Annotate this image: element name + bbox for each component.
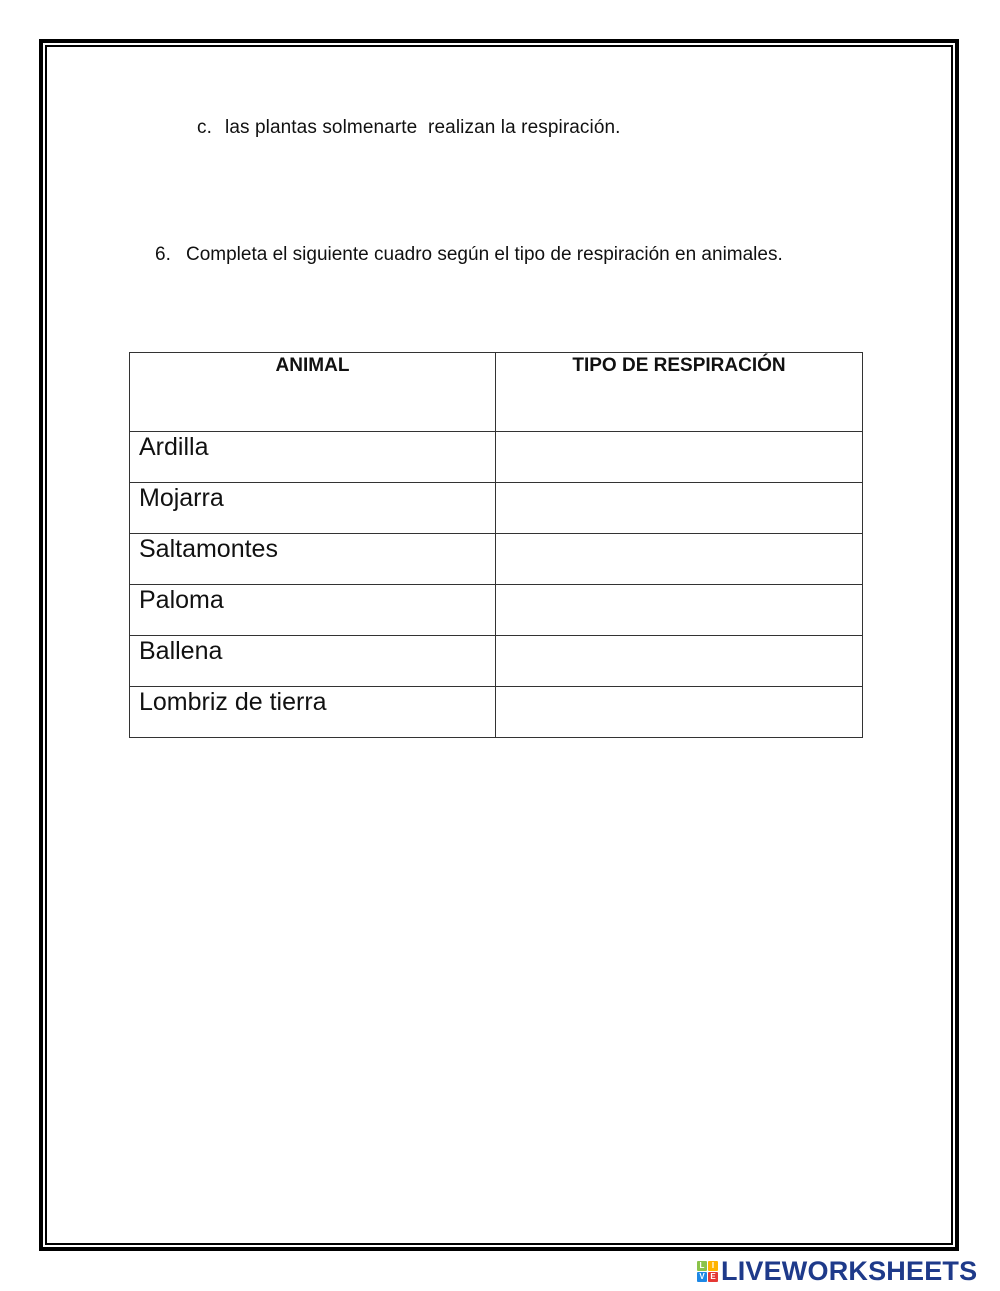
- animal-cell: Ballena: [130, 636, 496, 687]
- option-text: las plantas solmenarte realizan la respiración.: [225, 117, 621, 138]
- animal-cell: Ardilla: [130, 432, 496, 483]
- table-row: [130, 534, 863, 585]
- table-row: [130, 636, 863, 687]
- answer-cell[interactable]: [496, 636, 863, 687]
- table-header-row: [130, 353, 863, 432]
- liveworksheets-logo-icon: [697, 1261, 718, 1282]
- animal-cell: Saltamontes: [130, 534, 496, 585]
- question-6: [155, 235, 835, 274]
- answer-cell[interactable]: [496, 483, 863, 534]
- question-number: 6.: [155, 244, 171, 265]
- table-row: [130, 687, 863, 738]
- answer-cell[interactable]: [496, 432, 863, 483]
- header-animal: ANIMAL: [130, 353, 496, 432]
- animal-cell: Mojarra: [130, 483, 496, 534]
- table-row: [130, 483, 863, 534]
- answer-option-c: [197, 117, 621, 139]
- answer-cell[interactable]: [496, 585, 863, 636]
- liveworksheets-brand: [697, 1256, 977, 1286]
- brand-name: LIVEWORKSHEETS: [721, 1255, 978, 1286]
- answer-cell[interactable]: [496, 534, 863, 585]
- logo-tile-e: E: [708, 1272, 718, 1282]
- logo-tile-v: V: [697, 1272, 707, 1282]
- table-row: [130, 585, 863, 636]
- logo-tile-i: I: [708, 1261, 718, 1271]
- option-marker: c.: [197, 117, 212, 138]
- logo-tile-l: L: [697, 1261, 707, 1271]
- header-tipo-respiracion: TIPO DE RESPIRACIÓN: [496, 353, 863, 432]
- question-text: Completa el siguiente cuadro según el tipo de respiración en animales.: [186, 244, 783, 265]
- table-row: [130, 432, 863, 483]
- animal-cell: Paloma: [130, 585, 496, 636]
- respiration-table: [129, 352, 863, 738]
- animal-cell: Lombriz de tierra: [130, 687, 496, 738]
- answer-cell[interactable]: [496, 687, 863, 738]
